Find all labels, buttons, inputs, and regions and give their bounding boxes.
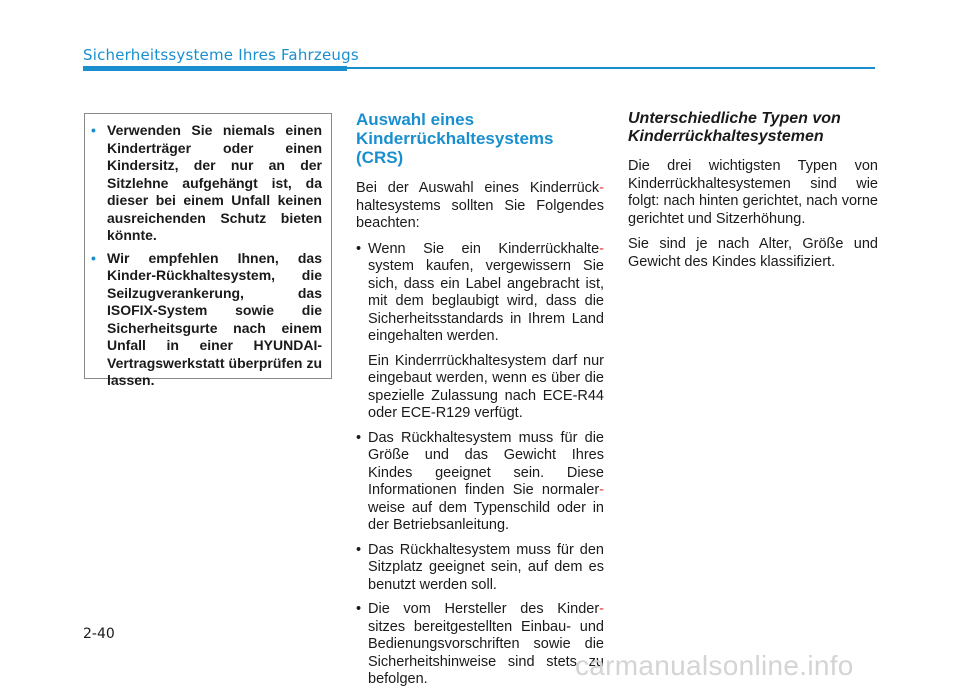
warning-box [84, 113, 332, 388]
bullet-icon: • [356, 541, 362, 558]
section-header-title: Sicherheitssysteme Ihres Fahrzeugs [83, 46, 359, 64]
warning-item [91, 122, 322, 245]
list-item-note: Ein Kinderrrückhaltesystem darf nur eingebaut werden, wenn es über die spezielle Zulassung nach ECE-R44 oder ECE-R129 verfügt. [368, 352, 604, 421]
intro-paragraph: Bei der Auswahl eines Kinderrück- haltesystems sollten Sie Folgendes beachten: [356, 180, 604, 231]
section-title: Unterschiedliche Typen von Kinderrückhaltesystemen [628, 110, 841, 145]
bullet-icon: • [356, 601, 362, 617]
warning-text: Verwenden Sie niemals einen Kinderträger oder einen Kindersitz, der nur an der Sitzlehne aufgehängt ist, da dieser bei einem Unfall keinen ausreichenden Schutz bieten könnte. [107, 122, 322, 243]
paragraph: Die drei wichtigsten Typen von Kinderrückhaltesystemen sind wie folgt: nach hinten gerichtet, nach vorne gerichtet und Sitzerhöhung. [628, 158, 878, 227]
bullet-icon: • [91, 122, 96, 138]
watermark: carmanualsonline.info [575, 650, 854, 681]
header-accent-bar [83, 66, 347, 71]
bullet-icon: • [356, 240, 362, 257]
section-title: Auswahl eines Kinderrückhaltesystems (CRS) [356, 110, 554, 167]
list-item: • Das Rückhaltesystem muss für die Größe und das Gewicht Ihres Kindes geeignet sein. Diese Informationen finden Sie normaler- weise auf dem Typenschild oder in der Betriebsanleitung. [356, 429, 604, 533]
crs-types-section [628, 110, 878, 279]
paragraph: Sie sind je nach Alter, Größe und Gewicht des Kindes klassifiziert. [628, 236, 878, 270]
warning-item [91, 249, 322, 390]
bullet-icon: • [91, 249, 96, 266]
list-item: • Wenn Sie ein Kinderrückhalte- system kaufen, vergewissern Sie sich, dass ein Label angebracht ist, mit dem beglaubigt wird, dass die Sicherheitsstandards in Ihrem Land eingehalten werden. [356, 240, 604, 344]
header-rule [347, 67, 875, 69]
page-number: 2-40 [83, 626, 115, 642]
warning-text: Wir empfehlen Ihnen, das Kinder-Rückhaltesystem, die Seilzugverankerung, das ISOFIX-System sowie die Sicherheitsgurte nach einem Unfall in einer HYUNDAI-Vertragswerkstatt überprüfen zu lassen. [107, 249, 322, 388]
list-item: • Die vom Hersteller des Kinder- sitzes bereitgestellten Einbau- und Bedienungsvorschriften sowie die Sicherheitshinweise sind stets zu befolgen. [356, 601, 604, 687]
crs-selection-section [356, 110, 604, 696]
list-item: • Das Rückhaltesystem muss für den Sitzplatz geeignet sein, auf dem es benutzt werden soll. [356, 541, 604, 593]
bullet-icon: • [356, 429, 362, 446]
